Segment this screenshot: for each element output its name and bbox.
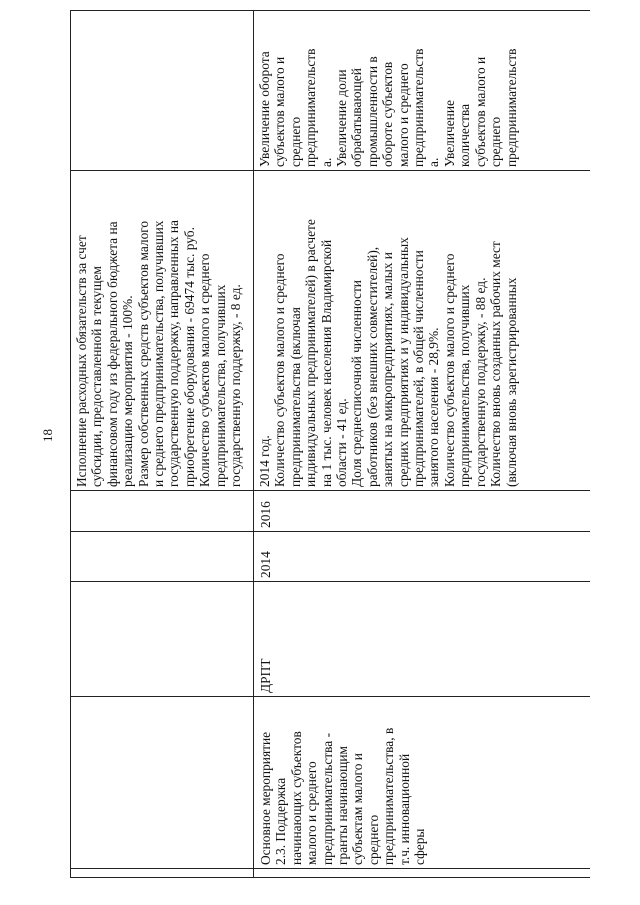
column-divider-1 xyxy=(70,868,590,869)
year-end-cell: 2016 xyxy=(258,501,273,528)
column-divider-2 xyxy=(70,696,590,697)
indicators-cell: 2014 год. Количество субъектов малого и среднего предпринимательства (включая индивидуальных предпринимателей) в расчете на 1 тыс. человек населения Владимирской области - 41 ед. Доля среднесписочной численности работников (без внешних совместителей), занятых на микропредприятиях, малых и средних предприятиях и у индивидуальных предпринимателей, в общей численности занятого населения - 28,9%. Количество субъектов малого и среднего предпринимательства, получивших государственную поддержку, - 88 ед. Количество вновь созданных рабочих мест (включая вновь зарегистрированных xyxy=(257,219,519,487)
column-divider-5 xyxy=(70,490,590,491)
column-divider-6 xyxy=(70,170,590,171)
row-divider xyxy=(253,11,254,877)
table-top-border xyxy=(70,11,71,877)
expected-effect-cell: Увеличение оборота субъектов малого и среднего предпринимательств а. Увеличение доли обрабатывающей промышленности в обороте субъектов малого и среднего предпринимательств а. Увеличение количества субъектов малого и среднего предпринимательств xyxy=(257,48,519,167)
executor-cell: ДРПТ xyxy=(258,658,273,693)
indicators-continued-cell: Исполнение расходных обязательств за счет субсидии, предоставленной в текущем финансовом году из федерального бюджета на реализацию мероприятия - 100%. Размер собственных средств субъектов малого и среднего предпринимательства, получивших государственную поддержку, направленных на приобретение оборудования - 69474 тыс. руб. Количество субъектов малого и среднего предпринимательства, получивших государственную поддержку, - 8 ед. xyxy=(74,220,244,487)
column-divider-3 xyxy=(70,581,590,582)
measure-name-cell: Основное мероприятие 2.3. Поддержка начинающих субъектов малого и среднего предпринимательства - гранты начинающим субъектам малого и среднего предпринимательства, в т.ч. инновационной сферы xyxy=(258,727,428,865)
rotated-table-page xyxy=(70,10,590,878)
year-start-cell: 2014 xyxy=(258,551,273,578)
page-number: 18 xyxy=(40,429,55,442)
program-measures-table xyxy=(70,10,590,878)
column-divider-4 xyxy=(70,531,590,532)
